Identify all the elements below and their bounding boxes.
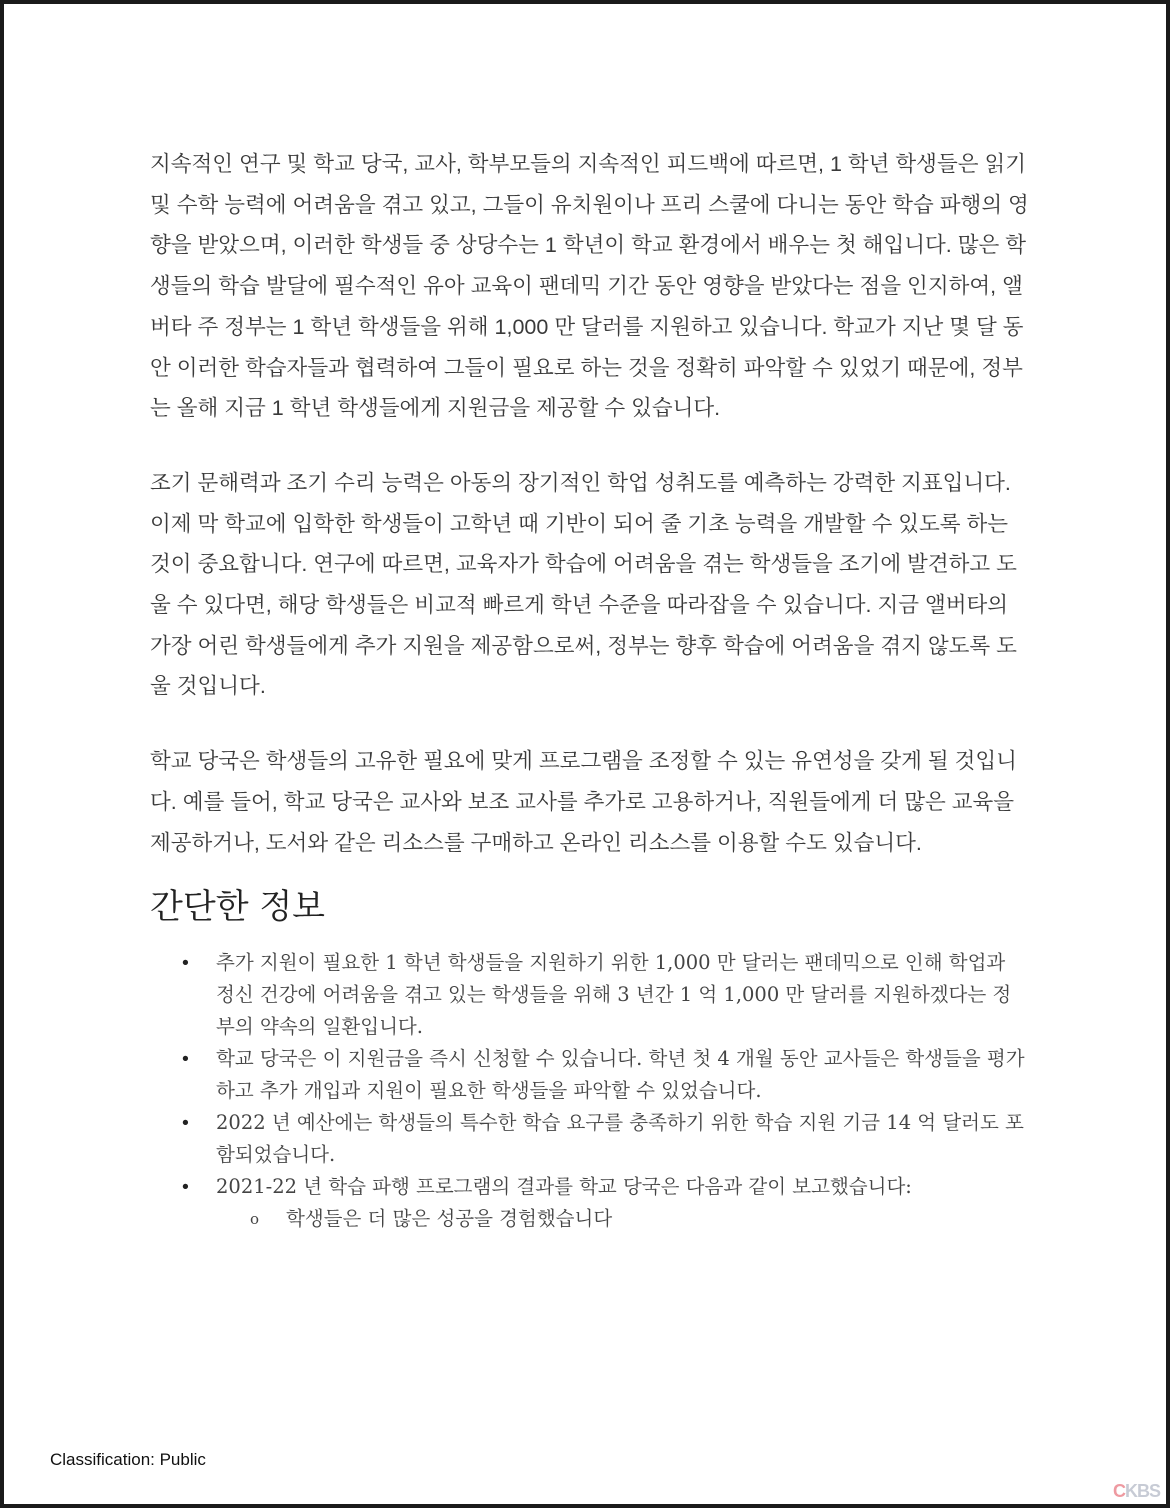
bullet-item xyxy=(216,1171,1030,1235)
sub-bullet-item: o 학생들은 더 많은 성공을 경험했습니다 xyxy=(286,1203,1030,1235)
sub-bullet-list xyxy=(216,1203,1030,1235)
paragraph-1: 지속적인 연구 및 학교 당국, 교사, 학부모들의 지속적인 피드백에 따르면, 1 학년 학생들은 읽기 및 수학 능력에 어려움을 겪고 있고, 그들이 유치원이나 프리 스쿨에 다니는 동안 학습 파행의 영향을 받았으며, 이러한 학생들 중 상당수는 1 학년이 학교 환경에서 배우는 첫 해입니다. 많은 학생들의 학습 발달에 필수적인 유아 교육이 팬데믹 기간 동안 영향을 받았다는 점을 인지하여, 앨버타 주 정부는 1 학년 학생들을 위해 1,000 만 달러를 지원하고 있습니다. 학교가 지난 몇 달 동안 이러한 학습자들과 협력하여 그들이 필요로 하는 것을 정확히 파악할 수 있었기 때문에, 정부는 올해 지금 1 학년 학생들에게 지원금을 제공할 수 있습니다. xyxy=(150,152,1029,421)
bullet-item: • 추가 지원이 필요한 1 학년 학생들을 지원하기 위한 1,000 만 달러는 팬데믹으로 인해 학업과 정신 건강에 어려움을 겪고 있는 학생들을 위해 3 년간 1 억 1,000 만 달러를 지원하겠다는 정부의 약속의 일환입니다. xyxy=(216,947,1030,1043)
broadcaster-watermark xyxy=(1113,1481,1160,1502)
section-heading: 간단한 정보 xyxy=(150,887,326,928)
bullet-item-text: 2021-22 년 학습 파행 프로그램의 결과를 학교 당국은 다음과 같이 보고했습니다: xyxy=(216,1175,912,1199)
classification-footer: Classification: Public xyxy=(50,1450,206,1469)
paragraph-3: 학교 당국은 학생들의 고유한 필요에 맞게 프로그램을 조정할 수 있는 유연성을 갖게 될 것입니다. 예를 들어, 학교 당국은 교사와 보조 교사를 추가로 고용하거나, 직원들에게 더 많은 교육을 제공하거나, 도서와 같은 리소스를 구매하고 온라인 리소스를 이용할 수도 있습니다. xyxy=(150,749,1017,855)
watermark-rest: KBS xyxy=(1124,1481,1160,1501)
bullet-item: • 학교 당국은 이 지원금을 즉시 신청할 수 있습니다. 학년 첫 4 개월 동안 교사들은 학생들을 평가하고 추가 개입과 지원이 필요한 학생들을 파악할 수 있었습니다. xyxy=(216,1043,1030,1107)
paragraph-2: 조기 문해력과 조기 수리 능력은 아동의 장기적인 학업 성취도를 예측하는 강력한 지표입니다. 이제 막 학교에 입학한 학생들이 고학년 때 기반이 되어 줄 기초 능력을 개발할 수 있도록 하는 것이 중요합니다. 연구에 따르면, 교육자가 학습에 어려움을 겪는 학생들을 조기에 발견하고 도울 수 있다면, 해당 학생들은 비교적 빠르게 학년 수준을 따라잡을 수 있습니다. 지금 앨버타의 가장 어린 학생들에게 추가 지원을 제공함으로써, 정부는 향후 학습에 어려움을 겪지 않도록 도울 것입니다. xyxy=(150,470,1017,699)
watermark-c: C xyxy=(1112,1481,1125,1501)
bullet-list xyxy=(150,947,1030,1235)
document-body xyxy=(150,144,1030,1235)
bullet-item: • 2022 년 예산에는 학생들의 특수한 학습 요구를 충족하기 위한 학습 지원 기금 14 억 달러도 포함되었습니다. xyxy=(216,1107,1030,1171)
